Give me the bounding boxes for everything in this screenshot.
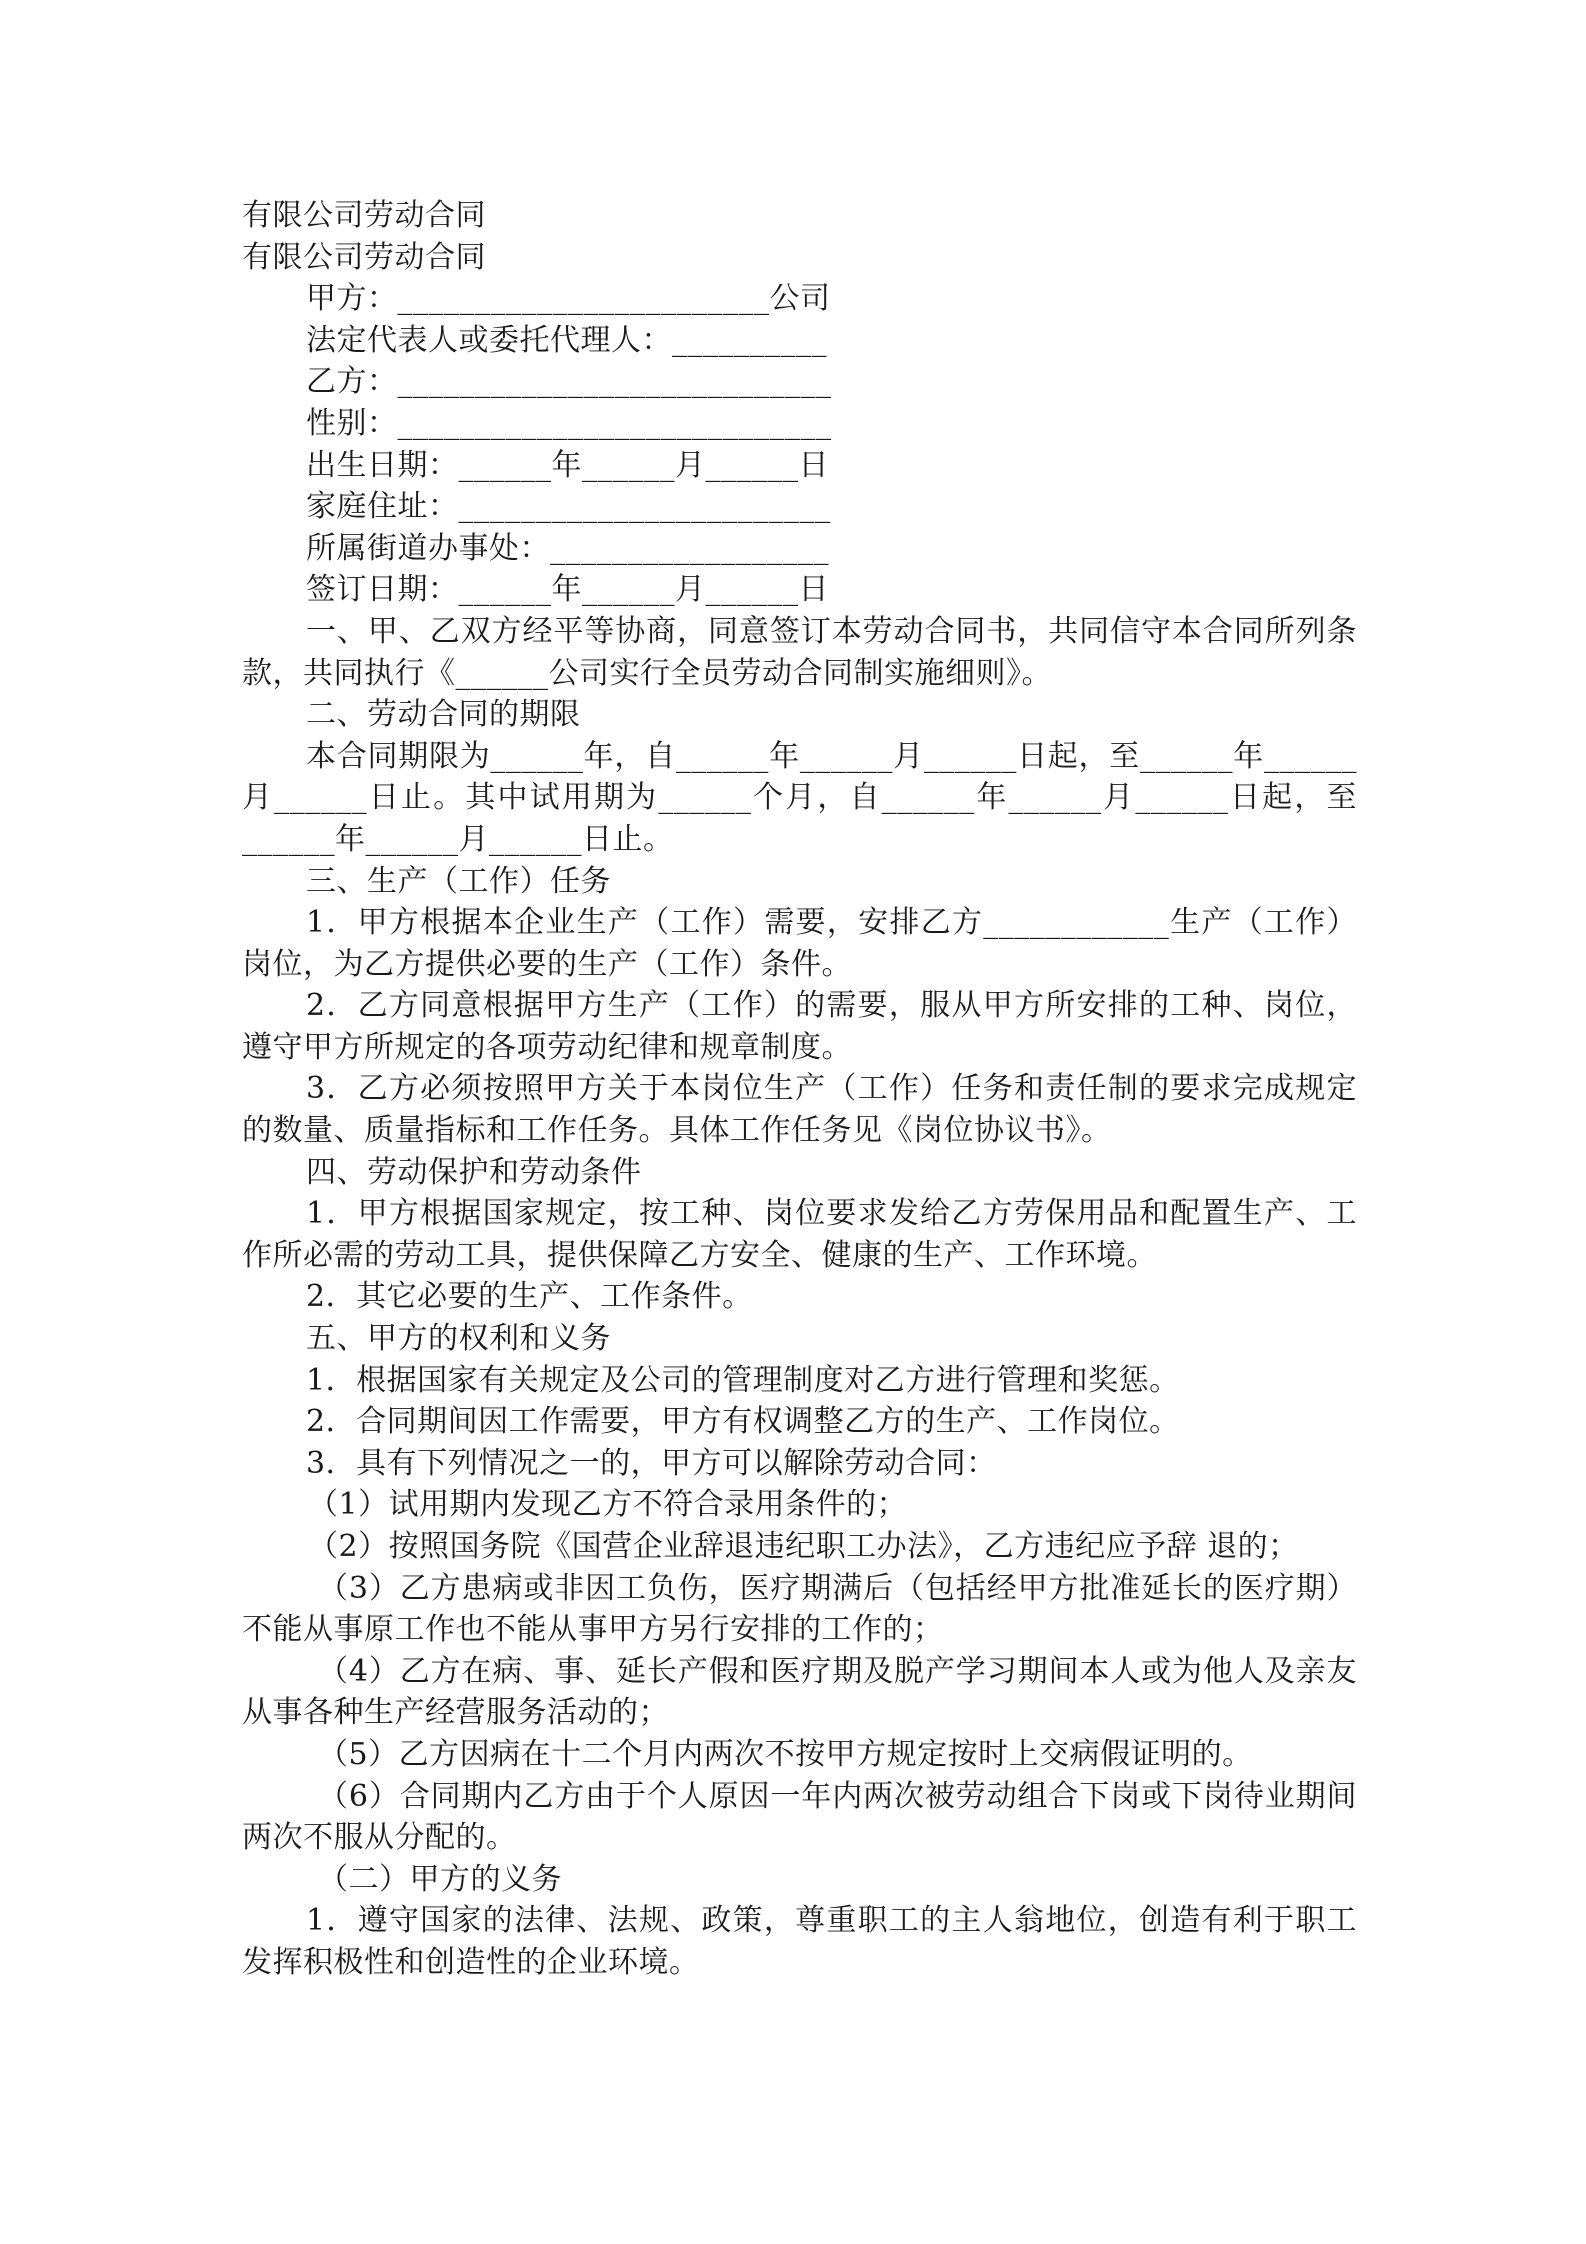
section-5-item-1: 1．根据国家有关规定及公司的管理制度对乙方进行管理和奖惩。 (306, 1362, 1180, 1398)
section-5-clause-2: （2）按照国务院《国营企业辞退违纪职工办法》，乙方违纪应予辞 退的； (308, 1529, 1299, 1564)
document-subtitle: 有限公司劳动合同 (242, 239, 486, 275)
document-body (242, 195, 1357, 1984)
section-5-clause-3: （3）乙方患病或非因工负伤，医疗期满后（包括经甲方批准延长的医疗期）不能从事原工作也不能从事甲方另行安排的工作的； (242, 1570, 1357, 1648)
gender-field: 性别：____________________________ (306, 405, 832, 441)
home-address-field: 家庭住址：________________________ (306, 489, 831, 525)
document-title: 有限公司劳动合同 (242, 198, 486, 233)
section-5-subsection-2-heading: （二）甲方的义务 (318, 1861, 562, 1897)
legal-rep-field: 法定代表人或委托代理人：__________ (306, 322, 827, 358)
section-5-subsection-2-item-1: 1．遵守国家的法律、法规、政策，尊重职工的主人翁地位，创造有利于职工发挥积极性和创造性的企业环境。 (242, 1903, 1357, 1980)
section-5-clause-1: （1）试用期内发现乙方不符合录用条件的； (308, 1487, 908, 1523)
party-b-field: 乙方：____________________________ (306, 364, 832, 400)
section-5-item-3: 3．具有下列情况之一的，甲方可以解除劳动合同： (306, 1445, 997, 1481)
section-3-item-3: 3．乙方必须按照甲方关于本岗位生产（工作）任务和责任制的要求完成规定的数量、质量指标和工作任务。具体工作任务见《岗位协议书》。 (242, 1071, 1357, 1149)
section-4-item-2: 2．其它必要的生产、工作条件。 (306, 1279, 753, 1315)
section-5-clause-4: （4）乙方在病、事、延长产假和医疗期及脱产学习期间本人或为他人及亲友从事各种生产经营服务活动的； (242, 1653, 1357, 1731)
section-4-heading: 四、劳动保护和劳动条件 (306, 1154, 642, 1190)
birth-date-field: 出生日期：______年______月______日 (306, 447, 829, 483)
section-3-item-2: 2．乙方同意根据甲方生产（工作）的需要，服从甲方所安排的工种、岗位，遵守甲方所规定的各项劳动纪律和规章制度。 (242, 988, 1357, 1065)
section-5-clause-6: （6）合同期内乙方由于个人原因一年内两次被劳动组合下岗或下岗待业期间两次不服从分配的。 (242, 1778, 1357, 1856)
sign-date-field: 签订日期：______年______月______日 (306, 572, 829, 608)
section-4-item-1: 1．甲方根据国家规定，按工种、岗位要求发给乙方劳保用品和配置生产、工作所必需的劳动工具，提供保障乙方安全、健康的生产、工作环境。 (242, 1196, 1357, 1273)
section-5-heading: 五、甲方的权利和义务 (306, 1321, 611, 1357)
section-3-item-1: 1．甲方根据本企业生产（工作）需要，安排乙方____________生产（工作）岗位，为乙方提供必要的生产（工作）条件。 (242, 905, 1357, 982)
section-1-paragraph: 一、甲、乙双方经平等协商，同意签订本劳动合同书，共同信守本合同所列条款，共同执行《______公司实行全员劳动合同制实施细则》。 (242, 613, 1357, 691)
section-5-item-2: 2．合同期间因工作需要，甲方有权调整乙方的生产、工作岗位。 (306, 1404, 1180, 1440)
section-2-heading: 二、劳动合同的期限 (306, 697, 581, 733)
section-5-clause-5: （5）乙方因病在十二个月内两次不按甲方规定按时上交病假证明的。 (318, 1736, 1253, 1772)
section-2-paragraph: 本合同期限为______年，自______年______月______日起，至______年______月______日止。其中试用期为______个月，自______年______月______日起，至______年______月______日止。 (242, 738, 1357, 857)
section-3-heading: 三、生产（工作）任务 (306, 863, 611, 899)
street-office-field: 所属街道办事处：__________________ (306, 530, 829, 566)
party-a-field: 甲方：________________________公司 (306, 281, 831, 317)
